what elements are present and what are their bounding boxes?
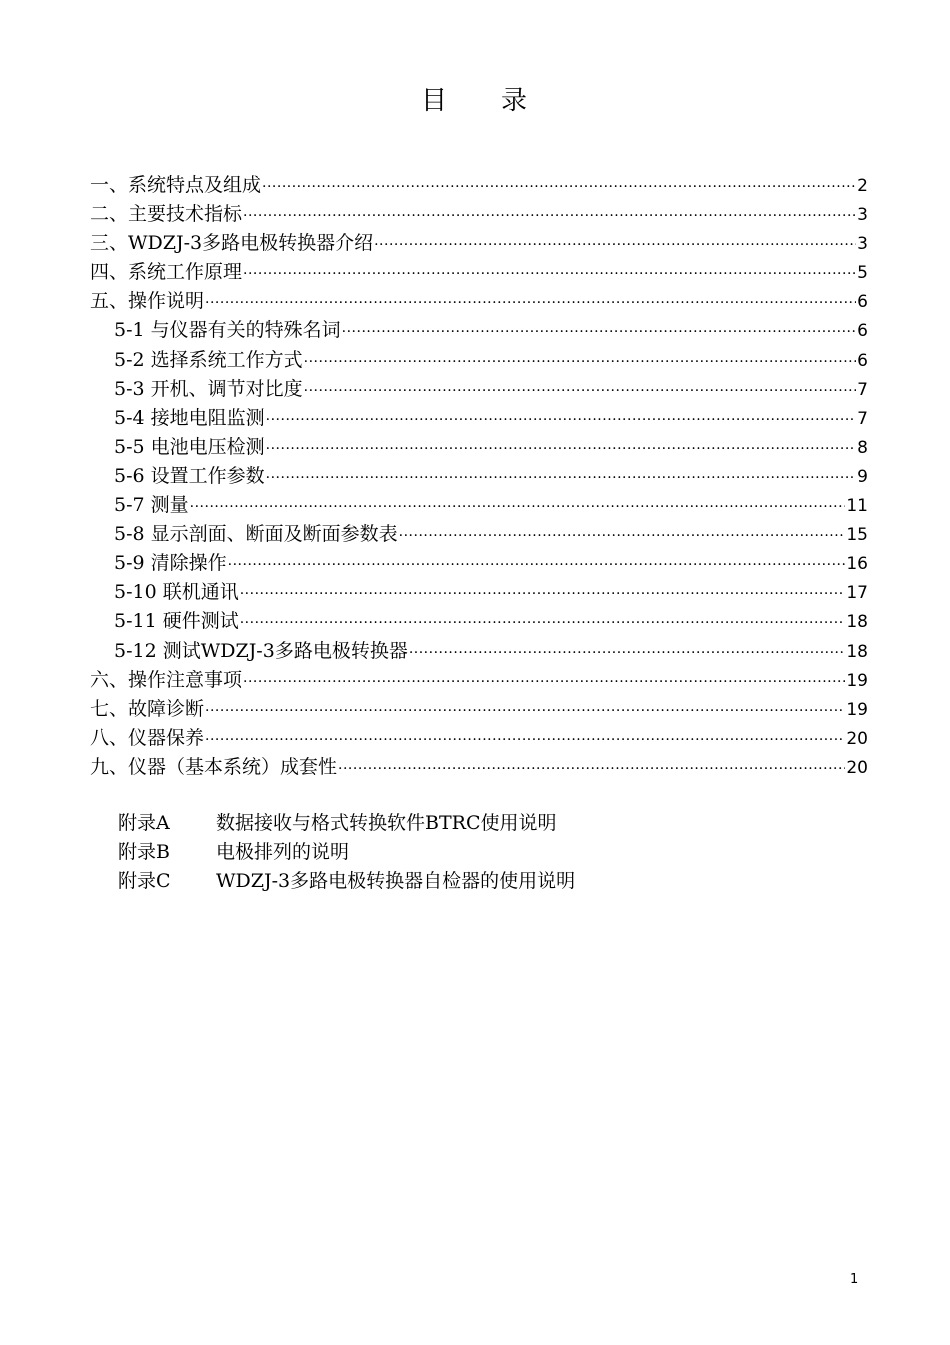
- toc-entry-label: 5-7 测量: [114, 494, 189, 517]
- toc-entry-page: 8: [857, 437, 868, 458]
- toc-subentry: [90, 636, 868, 665]
- toc-entry-page: 2: [857, 176, 868, 196]
- toc-entry: [90, 694, 868, 723]
- toc-leader: [240, 615, 846, 631]
- toc-entry-label: 5-1 与仪器有关的特殊名词: [114, 319, 341, 342]
- toc-leader: [240, 586, 846, 602]
- toc-entry-label: 一、系统特点及组成: [90, 174, 262, 196]
- toc-subentry: [90, 374, 868, 403]
- toc-entry-label: 5-3 开机、调节对比度: [114, 377, 303, 400]
- appendix-label: 附录A: [118, 812, 170, 834]
- appendix-item: [118, 808, 575, 837]
- toc-entry-page: 6: [857, 292, 868, 313]
- toc-entry-label: 5-9 清除操作: [114, 552, 227, 575]
- toc-entry: [90, 257, 868, 286]
- toc-leader: [409, 645, 846, 661]
- toc-entry-label: 5-11 硬件测试: [114, 610, 239, 633]
- toc-subentry: [90, 490, 868, 519]
- page-title: [0, 80, 950, 117]
- toc-leader: [205, 732, 845, 748]
- toc-subentry: [90, 315, 868, 344]
- toc-entry-label: 5-8 显示剖面、断面及断面参数表: [114, 523, 398, 546]
- toc-leader: [266, 470, 857, 486]
- toc-entry-label: 5-4 接地电阻监测: [114, 406, 265, 429]
- toc-entry-label: 二、主要技术指标: [90, 203, 243, 226]
- toc-entry-label: 5-5 电池电压检测: [114, 435, 265, 458]
- toc-leader: [399, 528, 846, 544]
- toc-subentry: [90, 548, 868, 577]
- toc-entry-page: 11: [846, 496, 868, 517]
- toc-leader: [304, 383, 857, 399]
- toc-entry-page: 20: [846, 728, 868, 749]
- appendix-title: 数据接收与格式转换软件BTRC使用说明: [216, 812, 557, 834]
- toc-entry-label: 九、仪器（基本系统）成套性: [90, 755, 338, 778]
- toc-entry: [90, 723, 868, 752]
- toc-leader: [243, 266, 856, 282]
- appendix-label: 附录B: [118, 841, 170, 863]
- toc-subentry: [90, 432, 868, 461]
- table-of-contents: [90, 170, 868, 781]
- toc-leader: [374, 237, 856, 253]
- toc-entry-page: 6: [857, 321, 868, 342]
- toc-entry-page: 19: [846, 670, 868, 691]
- toc-entry-label: 四、系统工作原理: [90, 261, 243, 284]
- appendix-list: [118, 808, 575, 895]
- toc-entry-page: 5: [857, 263, 868, 284]
- toc-entry-label: 5-10 联机通讯: [114, 581, 239, 604]
- toc-subentry: [90, 577, 868, 606]
- appendix-title: 电极排列的说明: [216, 841, 350, 863]
- toc-subentry: [90, 461, 868, 490]
- toc-leader: [243, 208, 856, 224]
- toc-leader: [304, 354, 857, 370]
- toc-entry-label: 5-2 选择系统工作方式: [114, 348, 303, 371]
- toc-leader: [342, 324, 857, 340]
- toc-entry-page: 16: [846, 554, 868, 575]
- page-number: 1: [850, 1272, 859, 1287]
- toc-entry-label: 三、WDZJ-3多路电极转换器介绍: [90, 232, 374, 255]
- toc-entry-label: 七、故障诊断: [90, 697, 205, 720]
- toc-entry-page: 7: [857, 408, 868, 429]
- toc-entry: [90, 665, 868, 694]
- appendix-label: 附录C: [118, 870, 171, 892]
- toc-leader: [190, 499, 846, 515]
- toc-entry-label: 5-12 测试WDZJ-3多路电极转换器: [114, 639, 408, 662]
- toc-subentry: [90, 345, 868, 374]
- toc-entry-page: 3: [857, 234, 868, 255]
- toc-entry-page: 17: [846, 583, 868, 604]
- toc-entry-page: 3: [857, 205, 868, 226]
- toc-entry-page: 6: [857, 350, 868, 371]
- toc-entry-page: 19: [846, 699, 868, 720]
- toc-subentry: [90, 519, 868, 548]
- title-char-1: 目: [420, 86, 449, 116]
- toc-subentry: [90, 606, 868, 635]
- toc-leader: [205, 295, 856, 311]
- toc-entry: [90, 170, 868, 199]
- toc-entry: [90, 752, 868, 781]
- toc-leader: [243, 674, 845, 690]
- toc-entry-page: 9: [857, 466, 868, 487]
- toc-entry-label: 八、仪器保养: [90, 726, 205, 749]
- toc-entry-label: 5-6 设置工作参数: [114, 464, 265, 487]
- toc-leader: [266, 441, 857, 457]
- toc-entry-page: 20: [846, 757, 868, 778]
- toc-leader: [338, 761, 845, 777]
- appendix-item: [118, 837, 575, 866]
- toc-entry-label: 五、操作说明: [90, 290, 205, 313]
- toc-entry-label: 六、操作注意事项: [90, 668, 243, 691]
- toc-subentry: [90, 403, 868, 432]
- toc-entry: [90, 228, 868, 257]
- toc-entry-page: 7: [857, 379, 868, 400]
- toc-entry-page: 18: [846, 612, 868, 633]
- toc-leader: [262, 179, 856, 195]
- toc-entry: [90, 199, 868, 228]
- appendix-item: [118, 866, 575, 895]
- toc-entry: [90, 286, 868, 315]
- toc-leader: [228, 557, 846, 573]
- toc-leader: [266, 412, 857, 428]
- toc-entry-page: 18: [846, 641, 868, 662]
- toc-entry-page: 15: [846, 525, 868, 546]
- toc-leader: [205, 703, 845, 719]
- title-char-2: 录: [501, 86, 530, 116]
- appendix-title: WDZJ-3多路电极转换器自检器的使用说明: [216, 870, 576, 892]
